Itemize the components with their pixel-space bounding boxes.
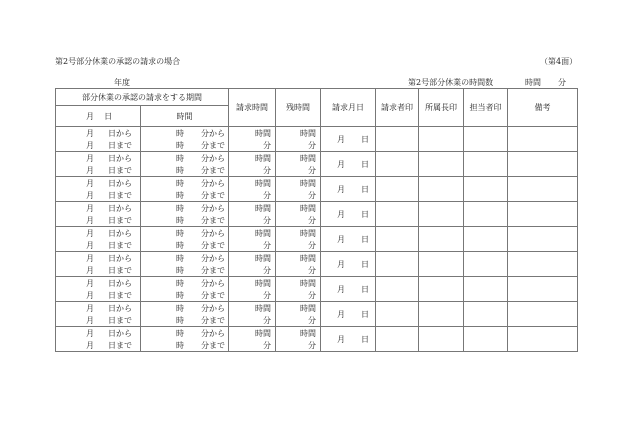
- date-to-cell[interactable]: 月 日まで: [56, 214, 141, 227]
- remaining-minutes-cell[interactable]: 分: [276, 339, 321, 352]
- time-from-cell[interactable]: 時 分から: [141, 327, 229, 340]
- manager-seal-cell[interactable]: [419, 227, 464, 252]
- time-from-cell[interactable]: 時 分から: [141, 177, 229, 190]
- table-row: [56, 252, 578, 265]
- table-row: [56, 177, 578, 190]
- time-to-cell[interactable]: 時 分まで: [141, 214, 229, 227]
- remaining-time-header: 残時間: [276, 89, 321, 127]
- hours-summary-minutes: 分: [558, 78, 566, 87]
- time-to-cell[interactable]: 時 分まで: [141, 264, 229, 277]
- time-to-cell[interactable]: 時 分まで: [141, 314, 229, 327]
- request-date-header: 請求月日: [321, 89, 376, 127]
- staff-seal-cell[interactable]: [464, 202, 508, 227]
- remarks-cell[interactable]: [508, 152, 578, 177]
- remaining-minutes-cell[interactable]: 分: [276, 239, 321, 252]
- remaining-hours-cell[interactable]: 時間: [276, 252, 321, 265]
- remaining-hours-cell[interactable]: 時間: [276, 327, 321, 340]
- manager-seal-cell[interactable]: [419, 327, 464, 352]
- manager-seal-cell[interactable]: [419, 302, 464, 327]
- time-to-cell[interactable]: 時 分まで: [141, 289, 229, 302]
- requested-hours-cell[interactable]: 時間: [229, 177, 276, 190]
- staff-seal-cell[interactable]: [464, 227, 508, 252]
- staff-seal-cell[interactable]: [464, 252, 508, 277]
- remarks-cell[interactable]: [508, 252, 578, 277]
- date-to-cell[interactable]: 月 日まで: [56, 239, 141, 252]
- remaining-hours-cell[interactable]: 時間: [276, 177, 321, 190]
- requested-hours-cell[interactable]: 時間: [229, 252, 276, 265]
- date-from-cell[interactable]: 月 日から: [56, 252, 141, 265]
- manager-seal-cell[interactable]: [419, 277, 464, 302]
- requested-minutes-cell[interactable]: 分: [229, 164, 276, 177]
- time-to-cell[interactable]: 時 分まで: [141, 139, 229, 152]
- remaining-minutes-cell[interactable]: 分: [276, 139, 321, 152]
- request-date-cell[interactable]: 月 日: [321, 127, 376, 152]
- requested-hours-cell[interactable]: 時間: [229, 302, 276, 315]
- date-from-cell[interactable]: 月 日から: [56, 327, 141, 340]
- date-to-cell[interactable]: 月 日まで: [56, 139, 141, 152]
- date-to-cell[interactable]: 月 日まで: [56, 264, 141, 277]
- request-date-cell[interactable]: 月 日: [321, 152, 376, 177]
- remaining-hours-cell[interactable]: 時間: [276, 152, 321, 165]
- table-row: [56, 202, 578, 215]
- remaining-hours-cell[interactable]: 時間: [276, 202, 321, 215]
- remarks-cell[interactable]: [508, 327, 578, 352]
- requester-seal-cell[interactable]: [376, 177, 419, 202]
- remarks-cell[interactable]: [508, 227, 578, 252]
- date-from-cell[interactable]: 月 日から: [56, 302, 141, 315]
- table-row: [56, 302, 578, 315]
- remarks-cell[interactable]: [508, 277, 578, 302]
- request-date-cell[interactable]: 月 日: [321, 252, 376, 277]
- manager-seal-cell[interactable]: [419, 152, 464, 177]
- staff-seal-cell[interactable]: [464, 152, 508, 177]
- staff-seal-cell[interactable]: [464, 127, 508, 152]
- remaining-minutes-cell[interactable]: 分: [276, 189, 321, 202]
- requester-seal-cell[interactable]: [376, 277, 419, 302]
- time-to-cell[interactable]: 時 分まで: [141, 189, 229, 202]
- time-from-cell[interactable]: 時 分から: [141, 202, 229, 215]
- table-row: [56, 127, 578, 140]
- remaining-minutes-cell[interactable]: 分: [276, 264, 321, 277]
- date-from-cell[interactable]: 月 日から: [56, 277, 141, 290]
- date-to-cell[interactable]: 月 日まで: [56, 314, 141, 327]
- table-row: [56, 152, 578, 165]
- requested-minutes-cell[interactable]: 分: [229, 289, 276, 302]
- manager-seal-cell[interactable]: [419, 252, 464, 277]
- remarks-cell[interactable]: [508, 202, 578, 227]
- hours-summary-hours: 時間: [525, 78, 541, 87]
- remaining-minutes-cell[interactable]: 分: [276, 164, 321, 177]
- requested-hours-cell[interactable]: 時間: [229, 327, 276, 340]
- remaining-minutes-cell[interactable]: 分: [276, 214, 321, 227]
- time-to-cell[interactable]: 時 分まで: [141, 164, 229, 177]
- requested-minutes-cell[interactable]: 分: [229, 139, 276, 152]
- table-row: [56, 277, 578, 290]
- request-date-cell[interactable]: 月 日: [321, 177, 376, 202]
- time-to-cell[interactable]: 時 分まで: [141, 239, 229, 252]
- date-to-cell[interactable]: 月 日まで: [56, 289, 141, 302]
- request-date-cell[interactable]: 月 日: [321, 277, 376, 302]
- staff-seal-cell[interactable]: [464, 327, 508, 352]
- remarks-cell[interactable]: [508, 177, 578, 202]
- fiscal-year-label: 年度: [114, 78, 130, 87]
- date-from-cell[interactable]: 月 日から: [56, 202, 141, 215]
- page-label: （第4面）: [540, 57, 578, 66]
- remaining-hours-cell[interactable]: 時間: [276, 302, 321, 315]
- manager-seal-header: 所属長印: [419, 89, 464, 127]
- date-to-cell[interactable]: 月 日まで: [56, 189, 141, 202]
- requester-seal-cell[interactable]: [376, 152, 419, 177]
- table-row: [56, 327, 578, 340]
- month-day-header: 月 日: [56, 106, 141, 127]
- requested-minutes-cell[interactable]: 分: [229, 339, 276, 352]
- remarks-header: 備考: [508, 89, 578, 127]
- manager-seal-cell[interactable]: [419, 202, 464, 227]
- time-from-cell[interactable]: 時 分から: [141, 277, 229, 290]
- requester-seal-cell[interactable]: [376, 127, 419, 152]
- requested-time-header: 請求時間: [229, 89, 276, 127]
- requested-hours-cell[interactable]: 時間: [229, 152, 276, 165]
- requester-seal-cell[interactable]: [376, 227, 419, 252]
- hours-summary-label: 第2号部分休業の時間数: [408, 78, 494, 87]
- date-from-cell[interactable]: 月 日から: [56, 177, 141, 190]
- requested-minutes-cell[interactable]: 分: [229, 189, 276, 202]
- request-table: [55, 88, 578, 352]
- requester-seal-cell[interactable]: [376, 302, 419, 327]
- requested-hours-cell[interactable]: 時間: [229, 227, 276, 240]
- form-title: 第2号部分休業の承認の請求の場合: [55, 57, 181, 66]
- remaining-minutes-cell[interactable]: 分: [276, 289, 321, 302]
- staff-seal-header: 担当者印: [464, 89, 508, 127]
- date-from-cell[interactable]: 月 日から: [56, 152, 141, 165]
- requested-minutes-cell[interactable]: 分: [229, 314, 276, 327]
- requester-seal-header: 請求者印: [376, 89, 419, 127]
- request-date-cell[interactable]: 月 日: [321, 227, 376, 252]
- requested-hours-cell[interactable]: 時間: [229, 277, 276, 290]
- remaining-hours-cell[interactable]: 時間: [276, 277, 321, 290]
- staff-seal-cell[interactable]: [464, 302, 508, 327]
- requested-minutes-cell[interactable]: 分: [229, 264, 276, 277]
- date-from-cell[interactable]: 月 日から: [56, 227, 141, 240]
- requester-seal-cell[interactable]: [376, 327, 419, 352]
- remarks-cell[interactable]: [508, 127, 578, 152]
- time-from-cell[interactable]: 時 分から: [141, 227, 229, 240]
- date-to-cell[interactable]: 月 日まで: [56, 339, 141, 352]
- staff-seal-cell[interactable]: [464, 177, 508, 202]
- time-from-cell[interactable]: 時 分から: [141, 302, 229, 315]
- manager-seal-cell[interactable]: [419, 177, 464, 202]
- time-from-cell[interactable]: 時 分から: [141, 127, 229, 140]
- request-date-cell[interactable]: 月 日: [321, 327, 376, 352]
- requested-minutes-cell[interactable]: 分: [229, 214, 276, 227]
- manager-seal-cell[interactable]: [419, 127, 464, 152]
- time-to-cell[interactable]: 時 分まで: [141, 339, 229, 352]
- requested-hours-cell[interactable]: 時間: [229, 202, 276, 215]
- date-to-cell[interactable]: 月 日まで: [56, 164, 141, 177]
- table-row: [56, 227, 578, 240]
- remaining-minutes-cell[interactable]: 分: [276, 314, 321, 327]
- period-header: 部分休業の承認の請求をする期間: [56, 89, 229, 106]
- time-from-cell[interactable]: 時 分から: [141, 252, 229, 265]
- requested-hours-cell[interactable]: 時間: [229, 127, 276, 140]
- remarks-cell[interactable]: [508, 302, 578, 327]
- time-from-cell[interactable]: 時 分から: [141, 152, 229, 165]
- requested-minutes-cell[interactable]: 分: [229, 239, 276, 252]
- requester-seal-cell[interactable]: [376, 252, 419, 277]
- request-date-cell[interactable]: 月 日: [321, 302, 376, 327]
- request-date-cell[interactable]: 月 日: [321, 202, 376, 227]
- remaining-hours-cell[interactable]: 時間: [276, 127, 321, 140]
- requester-seal-cell[interactable]: [376, 202, 419, 227]
- remaining-hours-cell[interactable]: 時間: [276, 227, 321, 240]
- time-header: 時間: [141, 106, 229, 127]
- staff-seal-cell[interactable]: [464, 277, 508, 302]
- date-from-cell[interactable]: 月 日から: [56, 127, 141, 140]
